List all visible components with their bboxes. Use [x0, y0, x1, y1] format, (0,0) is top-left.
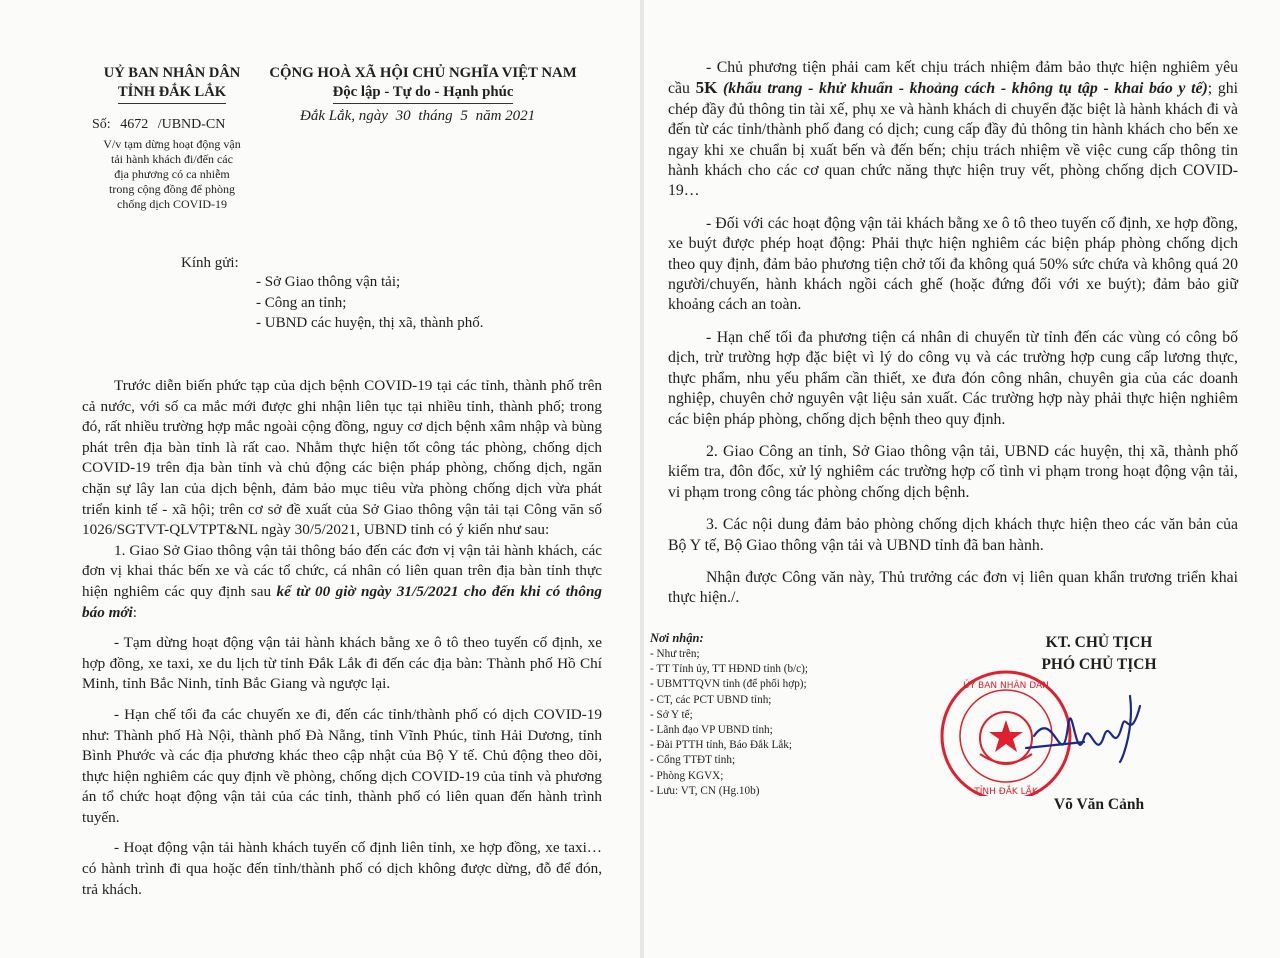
recipient-item: - Sở Giao thông vận tải;	[256, 274, 401, 290]
intro-paragraph: Trước diễn biến phức tạp của dịch bệnh COVID-19 tại các tỉnh, thành phố trên cả nước, với số ca mắc mới được ghi nhận liên tục tại nhiều tỉnh, thành phố; trong đó, rất nhiều trường hợp mắc ngoài cộng đồng, nguy cơ dịch bệnh xâm nhập và bùng phát trên địa bàn tỉnh là rất cao. Nhằm thực hiện tốt công tác phòng, chống dịch COVID-19 trên địa bàn tỉnh và chủ động các biện pháp phòng, chống dịch, ngăn chặn sự lây lan của dịch bệnh, đảm bảo mục tiêu vừa phòng chống dịch vừa phát triển kinh tế - xã hội; trên cơ sở đề xuất của Sở Giao thông vận tải tại Công văn số 1026/SGTVT-QLVTPT&NL ngày 30/5/2021, UBND tỉnh có ý kiến như sau:	[82, 377, 602, 539]
item1-paragraph	[82, 541, 602, 623]
national-header	[258, 64, 588, 104]
recipient-line: - UBMTTQVN tỉnh (để phối hợp);	[650, 678, 807, 691]
item3-paragraph: 3. Các nội dung đảm bảo phòng chống dịch khách thực hiện theo các văn bản của Bộ Y tế, Bộ Giao thông vận tải và UBND tỉnh đã ban hành.	[668, 516, 1238, 554]
recipient-line: - Đài PTTH tỉnh, Báo Đắk Lắk;	[650, 739, 792, 752]
closing-paragraph: Nhận được Công văn này, Thủ trưởng các đơn vị liên quan khẩn trương triển khai thực hiện./.	[668, 568, 1238, 607]
bullet-paragraph: - Tạm dừng hoạt động vận tải hành khách bằng xe ô tô theo tuyến cố định, xe hợp đồng, xe taxi, xe du lịch từ tỉnh Đắk Lắk đi đến các địa bàn: Thành phố Hồ Chí Minh, tỉnh Bắc Ninh, tỉnh Bắc Giang và ngược lại.	[82, 634, 602, 693]
recipient-line: - CT, các PCT UBND tỉnh;	[650, 693, 772, 706]
salutation: Kính gửi:	[181, 255, 239, 271]
doc-no-value: 4672	[120, 117, 149, 132]
recipient-line: - Cổng TTĐT tỉnh;	[650, 754, 736, 767]
date-place: Đắk Lắk, ngày	[300, 108, 388, 124]
doc-no-suffix: /UBND-CN	[157, 117, 226, 132]
bullet-paragraph	[668, 58, 1238, 202]
body-text-page1	[82, 376, 602, 900]
bullet-paragraph: - Hoạt động vận tải hành khách tuyến cố định liên tỉnh, xe hợp đồng, xe taxi… có hành trình đi qua hoặc đến tỉnh/thành phố có dịch không được dừng, đỗ để đón, trả khách.	[82, 839, 602, 898]
bullet4-rest: ; ghi chép đầy đủ thông tin tài xế, phụ xe và hành khách di chuyển đặc biệt là hành khách đi và đến từ các tỉnh/thành phố đang có dịch; cung cấp đầy đủ thông tin hành khách cho bến xe ngay khi xe chuẩn bị xuất bến và đến bến; chịu trách nhiệm về việc cung cấp thông tin hành khách cho các cơ quan chức năng thực hiện truy vết, phòng chống dịch COVID-19…	[668, 80, 1239, 200]
document-page-2	[644, 0, 1280, 958]
date-day: 30	[395, 108, 411, 124]
bullet-paragraph: - Đối với các hoạt động vận tải khách bằng xe ô tô theo tuyến cố định, xe hợp đồng, xe buýt được phép hoạt động: Phải thực hiện nghiêm các biện pháp phòng chống dịch theo quy định, đảm bảo phương tiện chở tối đa không quá 50% sức chứa và không quá 20 người/chuyến, hành khách ngồi cách ghế (hoặc đứng đối với xe buýt); đảm bảo giữ khoảng cách an toàn.	[668, 214, 1238, 314]
recipient-item: - Công an tỉnh;	[256, 294, 347, 311]
date-line	[300, 108, 535, 125]
recipient-line: - TT Tỉnh ủy, TT HĐND tỉnh (b/c);	[650, 663, 808, 676]
svg-text:TỈNH ĐẮK LẮK: TỈNH ĐẮK LẮK	[974, 787, 1038, 796]
recipients-list	[650, 630, 910, 799]
subject-line: chống dịch COVID-19	[117, 197, 227, 211]
official-stamp-and-signature	[934, 666, 1154, 796]
date-month-label: tháng	[418, 108, 453, 124]
national-motto-line1: CỘNG HOÀ XÃ HỘI CHỦ NGHĨA VIỆT NAM	[269, 65, 577, 81]
item1-end: :	[132, 603, 137, 621]
date-month: 5	[460, 108, 468, 124]
body-text-page2	[668, 58, 1238, 609]
issuer-org	[72, 64, 272, 104]
issuer-org-line2: TỈNH ĐẮK LẮK	[118, 83, 226, 104]
bullet4-5k-detail: (khẩu trang - khử khuẩn - khoảng cách - không tụ tập - khai báo y tế)	[723, 80, 1208, 98]
recipient-line: - Phòng KGVX;	[650, 769, 724, 782]
item1-lead: 1. Giao Sở Giao thông vận tải thông báo đến các đơn vị vận tải hành khách, các đơn vị khai thác bến xe và các tổ chức, cá nhân có liên quan trên địa bàn tỉnh thực hiện nghiêm các quy định sau	[82, 541, 602, 600]
bullet-paragraph: - Hạn chế tối đa phương tiện cá nhân di chuyển từ tỉnh đến các vùng có công bố dịch, trừ trường hợp đặc biệt vì lý do công vụ và các trường hợp cung cấp lương thực, thực phẩm, nhu yếu phẩm cần thiết, xe đưa đón công nhân, chuyên gia của các doanh nghiệp, chuyên chở nguyên vật liệu sản xuất. Các trường hợp này phải thực hiện nghiêm các biện pháp phòng, chống dịch bệnh theo quy định.	[668, 328, 1238, 428]
date-year: năm 2021	[475, 108, 536, 124]
doc-no-label: Số:	[92, 117, 111, 132]
bullet4-5k: 5K	[695, 78, 718, 98]
recipient-line: - Lưu: VT, CN (Hg.10b)	[650, 784, 760, 797]
bullet-paragraph: - Hạn chế tối đa các chuyến xe đi, đến các tỉnh/thành phố có dịch COVID-19 như: Thành phố Hà Nội, thành phố Đà Nẵng, tỉnh Vĩnh Phúc, tỉnh Hải Dương, tỉnh Bình Phước và các địa phương khác theo cập nhật của Bộ Y tế. Chủ động theo dõi, thực hiện nghiêm các quy định về phòng, chống dịch COVID-19 của tỉnh và phương án tổ chức hoạt động vận tải của các tỉnh, thành phố có liên quan đến hành trình tuyến.	[82, 705, 602, 826]
subject-line: địa phương có ca nhiễm	[114, 167, 230, 181]
document-subject	[72, 137, 272, 212]
recipient-line: - Như trên;	[650, 648, 700, 660]
item2-paragraph: 2. Giao Công an tỉnh, Sở Giao thông vận tải, UBND các huyện, thị xã, thành phố kiểm tra, đôn đốc, xử lý nghiêm các trường hợp cố tình vi phạm trong hoạt động vận tải, vi phạm trong công tác phòng chống dịch bệnh.	[668, 442, 1238, 501]
red-seal-stamp	[942, 672, 1070, 796]
sign-title-1: KT. CHỦ TỊCH	[1045, 634, 1153, 651]
recipients-title: Nơi nhận:	[650, 631, 704, 645]
recipient-line: - Lãnh đạo VP UBND tỉnh;	[650, 724, 773, 737]
subject-line: tải hành khách đi/đến các	[111, 152, 233, 166]
item1-effective-date: kể từ 00 giờ ngày 31/5/2021 cho đến khi có thông báo mới	[82, 582, 603, 621]
document-number	[92, 117, 225, 133]
subject-line: trong cộng đồng để phòng	[109, 182, 235, 196]
recipient-line: - Sở Y tế;	[650, 708, 693, 721]
subject-line: V/v tạm dừng hoạt động vận	[103, 137, 241, 151]
svg-text:ỦY BAN NHÂN DÂN: ỦY BAN NHÂN DÂN	[963, 681, 1049, 691]
sign-title-2: PHÓ CHỦ TỊCH	[1041, 656, 1157, 673]
recipients-block	[256, 272, 483, 334]
recipient-item: - UBND các huyện, thị xã, thành phố.	[256, 315, 484, 331]
national-motto-line2: Độc lập - Tự do - Hạnh phúc	[333, 83, 514, 104]
bullet4-lead: - Chủ phương tiện phải cam kết chịu trách nhiệm đảm bảo thực hiện nghiêm yêu cầu	[668, 59, 1238, 98]
handwritten-signature	[1026, 696, 1140, 762]
signer-name: Võ Văn Cảnh	[1053, 796, 1145, 813]
issuer-org-line1: UỶ BAN NHÂN DÂN	[103, 65, 241, 81]
